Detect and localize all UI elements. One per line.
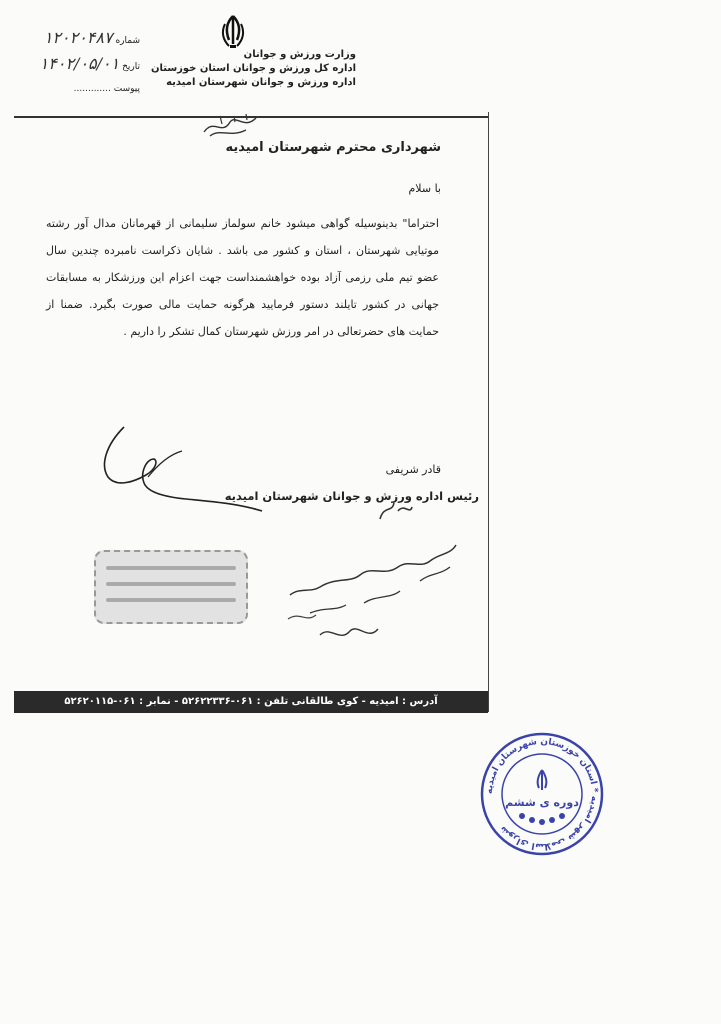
recipient: شهرداری محترم شهرستان امیدیه [225, 140, 441, 155]
letter-body: احتراما" بدینوسیله گواهی میشود خانم سولماز سلیمانی از قهرمانان مدال آور رشته موتیایی شهرستان ، استان و کشور می باشد . شایان ذکراست نامبرده چندین سال عضو تیم ملی رزمی آزاد بوده خواهشمنداست جهت اعزام این ورزشکار به مسابقات جهانی در کشور تایلند دستور فرمایید هرگونه حمایت مالی صورت بگیرد. ضمنا از حمایت های حضرتعالی در امر ورزش شهرستان کمال تشکر را داریم . [46, 217, 439, 338]
ministry-line: اداره کل ورزش و جوانان استان خوزستان [150, 63, 356, 74]
number-label: شماره [115, 36, 140, 46]
letter-page: وزارت ورزش و جوانان اداره کل ورزش و جوانان استان خوزستان اداره ورزش و جوانان شهرستان امیدیه شماره ۱۲۰۲۰۴۸۷ تاریخ ۱۴۰۲/۰۵/۰۱ پیوست ............. شهرداری محترم شهرستان امیدیه با سلام احتراما" بدینوسیله گواهی میشود خانم سولماز سلیمانی از قهرمانان مدال آور رشته موتیایی شهرستان ، استان و کشور می باشد . شایان ذکراست نامبرده چندین سال عضو تیم ملی رزمی آزاد بوده خواهشمنداست جهت اعزام این ورزشکار به مسابقات جهانی در کشور تایلند دستور فرمایید هرگونه حمایت مالی صورت بگیرد. ضمنا از حمایت های حضرتعالی در امر ورزش شهرستان کمال تشکر را داریم . قادر شریفی رئیس اداره ورزش و جوانان شهرستان امیدیه آدرس : امیدیه - کوی طالقانی تلفن : ۰۶۱-۵۲۶۲۲۳۳۶ - نمابر : ۰۶۱-۵۲۶۲۰۱۱۵ شورای اسلامی شهر امیدیه * استان خوزستان شهرستان امیدیه دوره ی ششم [0, 0, 721, 1024]
handwritten-annotation [280, 495, 480, 675]
ministry-line: وزارت ورزش و جوانان [243, 49, 356, 60]
greeting: با سلام [408, 182, 441, 195]
iran-emblem-icon [217, 12, 249, 52]
seal-emblem-icon [538, 770, 547, 790]
seal-center-text: دوره ی ششم [505, 796, 579, 809]
date-value: ۱۴۰۲/۰۵/۰۱ [39, 54, 120, 73]
date-label: تاریخ [122, 62, 140, 72]
ministry-line: اداره ورزش و جوانان شهرستان امیدیه [166, 77, 356, 88]
attachment-label: پیوست [113, 84, 140, 94]
city-council-seal [478, 730, 606, 858]
footer-contact-bar: آدرس : امیدیه - کوی طالقانی تلفن : ۰۶۱-۵۲۶۲۲۳۳۶ - نمابر : ۰۶۱-۵۲۶۲۰۱۱۵ [14, 691, 488, 713]
bismillah-calligraphy-icon [200, 110, 260, 140]
signer-title: رئیس اداره ورزش و جوانان شهرستان امیدیه [224, 489, 479, 503]
ministry-header [151, 48, 356, 90]
faded-received-stamp [94, 550, 248, 624]
number-value: ۱۲۰۲۰۴۸۷ [43, 28, 113, 47]
signer-name: قادر شریفی [385, 463, 441, 476]
seal-outer-text: شورای اسلامی شهر امیدیه * استان خوزستان شهرستان امیدیه [484, 736, 600, 852]
